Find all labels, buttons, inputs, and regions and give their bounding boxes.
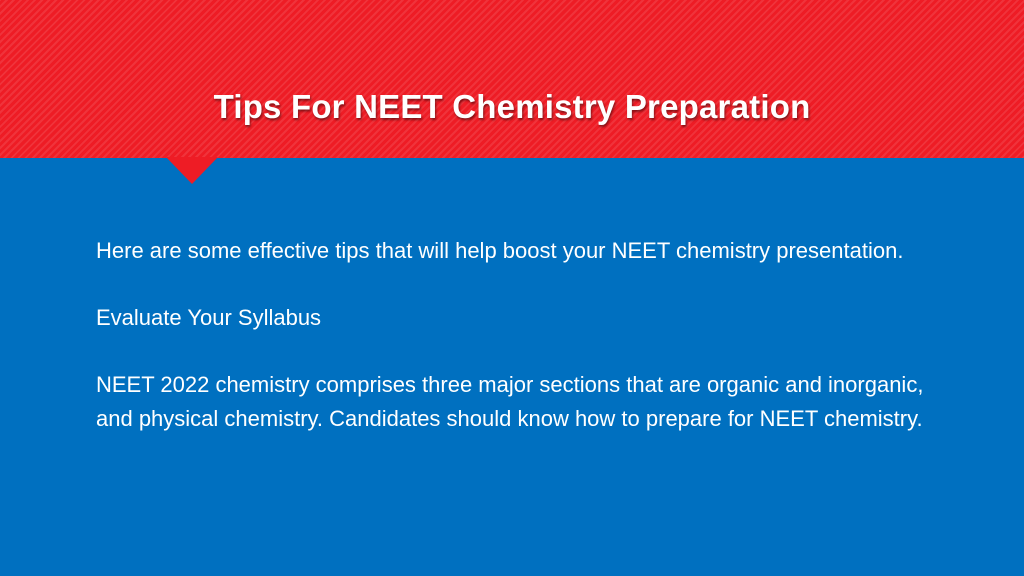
syllabus-paragraph: NEET 2022 chemistry comprises three major sections that are organic and inorganic, and physical chemistry. Candidates should know how to prepare for NEET chemistry. [96,372,924,431]
intro-paragraph: Here are some effective tips that will help boost your NEET chemistry presentation. [96,238,904,263]
slide-header-banner [0,0,1024,158]
slide-title: Tips For NEET Chemistry Preparation [213,88,811,125]
slide-body [96,234,956,469]
section-heading: Evaluate Your Syllabus [96,305,322,330]
header-pointer-notch [166,157,218,184]
